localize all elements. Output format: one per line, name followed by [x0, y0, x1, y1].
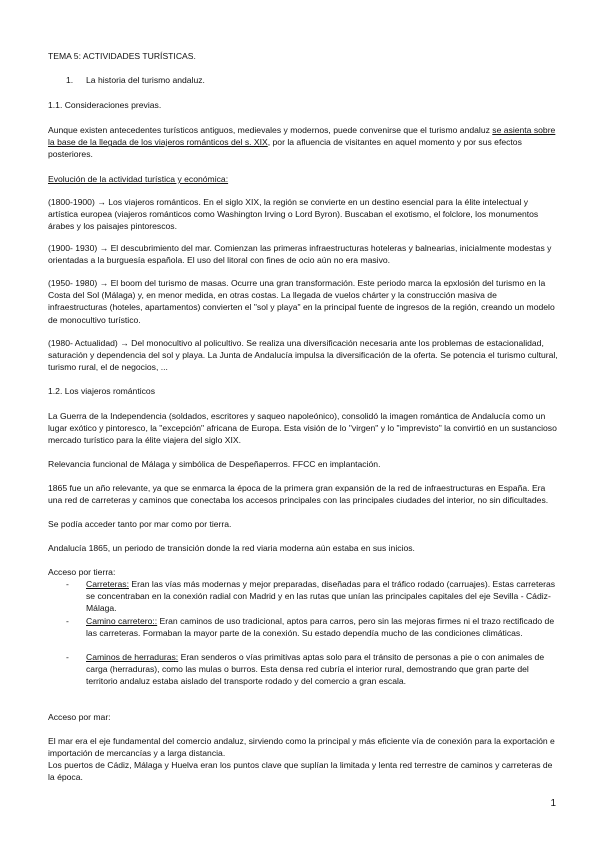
intro-paragraph [48, 124, 558, 161]
year-1865-paragraph: 1865 fue un año relevante, ya que se enmarca la época de la primera gran expansión de la red de infraestructuras en España. Era una red de carreteras y caminos que conectaba los accesos principales con las principales ciudades del interior, no sin dificultades. [48, 483, 549, 506]
malaga-paragraph: Relevancia funcional de Málaga y simbólica de Despeñaperros. FFCC en implantación. [48, 459, 381, 469]
list-item-label: Caminos de herraduras: [86, 652, 179, 663]
andalucia-1865-paragraph: Andalucía 1865, un periodo de transición donde la red viaria moderna aún estaba en sus inicios. [48, 543, 415, 553]
list-item [48, 578, 558, 615]
list-item [48, 615, 558, 639]
bullet-dash: - [66, 652, 69, 663]
subsection-1-2-heading: 1.2. Los viajeros románticos [48, 386, 155, 396]
war-paragraph: La Guerra de la Independencia (soldados, escritores y saqueo napoleónico), consolidó la imagen romántica de Andalucía como un lugar exótico y pintoresco, la "excepción" africana de Europa. Esta visión de lo "virgen" y lo "imprevisto" la convirtió en un sustancioso mercado turístico para la élite viajera del siglo XIX. [48, 411, 557, 446]
intro-text-a: Aunque existen antecedentes turísticos antiguos, medievales y modernos, puede convenirse que el turismo andaluz [48, 125, 493, 135]
sea-access-heading: Acceso por mar: [48, 712, 111, 722]
evolution-heading: Evolución de la actividad turística y económica: [48, 174, 229, 184]
subsection-1-1-heading: 1.1. Consideraciones previas. [48, 100, 162, 110]
evolution-period-1900: (1900- 1930) → El descubrimiento del mar. Comienzan las primeras infraestructuras hoteleras y balnearias, inicialmente modestas y orientadas a la burguesía española. El uso del litoral con fines de ocio aún no era masivo. [48, 243, 552, 266]
page-number: 1 [550, 798, 556, 809]
sea-trade-paragraph: El mar era el eje fundamental del comercio andaluz, sirviendo como la principal y más eficiente vía de conexión para la exportación e importación de mercancías y a larga distancia. [48, 736, 555, 759]
list-item-text: Eran las vías más modernas y mejor preparadas, diseñadas para el tráfico rodado (carruajes). Estas carreteras se concentraban en la conexión radial con Madrid y en las rutas que unían las principales capitales del eje Sevilla - Cádiz- Málaga. [86, 579, 556, 614]
ports-paragraph: Los puertos de Cádiz, Málaga y Huelva eran los puntos clave que suplían la limitada y lenta red terrestre de caminos y carreteras de la época. [48, 760, 553, 783]
document-title: TEMA 5: ACTIVIDADES TURÍSTICAS. [48, 51, 196, 61]
intro-text-underlined: se asienta sobre la base de la llegada de los viajeros románticos del s. XIX [48, 125, 556, 148]
land-access-heading: Acceso por tierra: [48, 567, 116, 577]
section-1-title: La historia del turismo andaluz. [86, 75, 205, 85]
land-access-list [48, 578, 558, 688]
bullet-dash: - [66, 579, 69, 589]
access-paragraph: Se podía acceder tanto por mar como por tierra. [48, 519, 232, 529]
list-item-label: Camino carretero:: [86, 615, 158, 626]
list-item-text: Eran caminos de uso tradicional, aptos para carros, pero sin las mejoras firmes ni el trazo rectificado de las carreteras. Formaban la mayor parte de la conexión. Su estado dependía mucho de las condiciones climáticas. [86, 615, 555, 638]
evolution-period-1950: (1950- 1980) → El boom del turismo de masas. Ocurre una gran transformación. Este periodo marca la epxlosión del turismo en la Costa del Sol (Málaga) y, en menor medida, en otras costas. La llegada de vuelos chárter y la construcción masiva de infraestructuras (hoteles, apartamentos) convierten el "sol y playa" en la principal fuente de ingresos de la región, creando un modelo de monocultivo turístico. [48, 278, 555, 325]
intro-text-c: , por la afluencia de visitantes en aquel momento y por sus efectos posteriores. [48, 137, 522, 160]
bullet-dash: - [66, 615, 69, 626]
section-1-number: 1. [66, 75, 74, 85]
list-item-label: Carreteras: [86, 579, 129, 589]
list-item [48, 651, 558, 688]
evolution-period-1980: (1980- Actualidad) → Del monocultivo al policultivo. Se realiza una diversificación necesaria ante los problemas de estacionalidad, saturación y dependencia del sol y playa. La Junta de Andalucía impulsa la diversificación de la oferta. Se potencia el turismo cultural, turismo rural, el de negocios, ... [48, 338, 558, 373]
list-item-text: Eran senderos o vías primitivas aptas solo para el tránsito de personas a pie o con animales de carga (herraduras), como las mulas o burros. Esta densa red cubría el interior rural, demostrando que gran parte del territorio andaluz estaba aislado del transporte rodado y del comercio a gran escala. [86, 652, 545, 687]
evolution-period-1800: (1800-1900) → Los viajeros románticos. En el siglo XIX, la región se convierte en un destino esencial para la élite intelectual y artística europea (viajeros románticos como Washington Irving o Lord Byron). Buscaban el exotismo, el folclore, los monumentos árabes y los paisajes pintorescos. [48, 197, 539, 232]
